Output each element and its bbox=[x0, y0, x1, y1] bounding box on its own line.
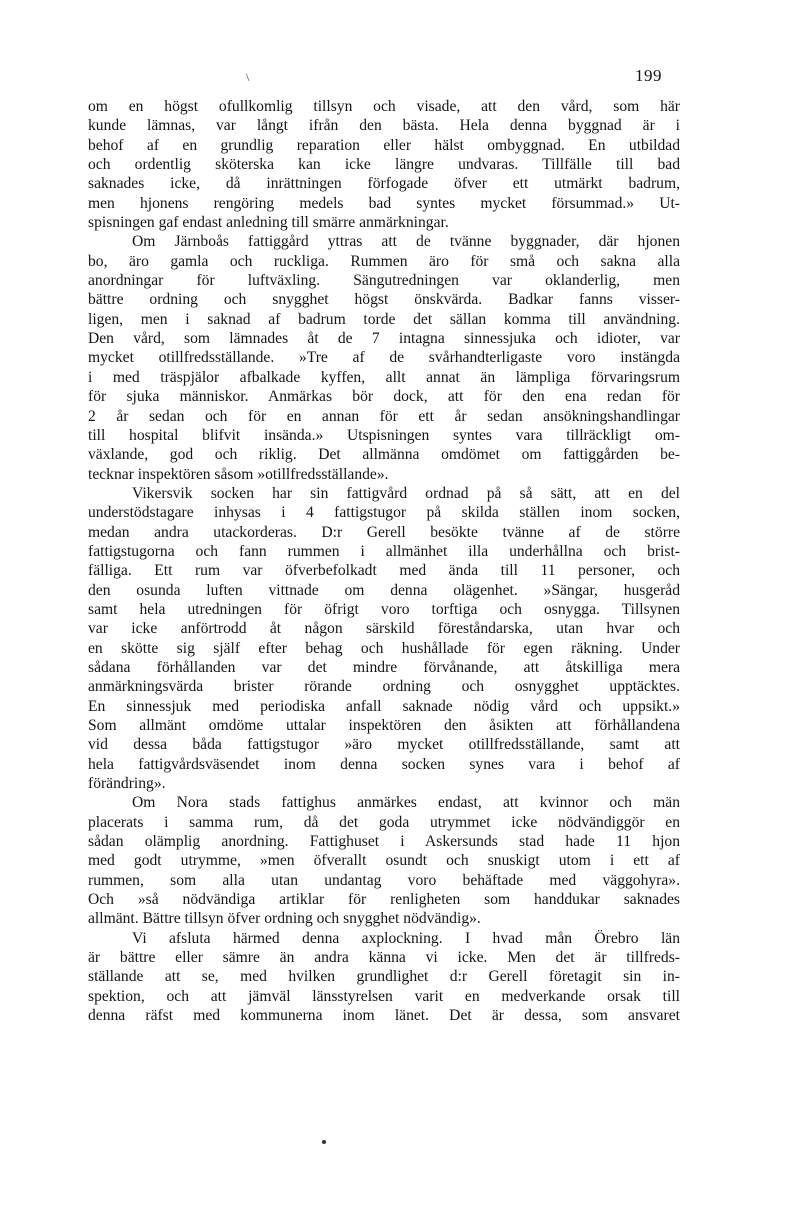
text-line: fattigstugorna och fann rummen i allmänhet illa underhållna och brist- bbox=[88, 542, 680, 560]
text-line: i med träspjälor afbalkade kyffen, allt annat än lämpliga förvaringsrum bbox=[88, 368, 680, 386]
text-line: fälliga. Ett rum var öfverbefolkadt med ända till 11 personer, och bbox=[88, 562, 680, 580]
text-line: Vikersvik socken har sin fattigvård ordnad på så sätt, att en del bbox=[132, 484, 680, 502]
text-line: till hospital blifvit insända.» Utspisningen syntes vara tillräckligt om- bbox=[88, 426, 680, 444]
text-line: Vi afsluta härmed denna axplockning. I hvad mån Örebro län bbox=[132, 929, 680, 947]
text-line: bo, äro gamla och ruckliga. Rummen äro för små och sakna alla bbox=[88, 252, 680, 270]
text-line: en skötte sig själf efter behag och hushållade för egen räkning. Under bbox=[88, 639, 680, 657]
text-line: rummen, som alla utan undantag voro behäftade med väggohyra». bbox=[88, 871, 680, 889]
text-line: allmänt. Bättre tillsyn öfver ordning och snygghet nödvändig». bbox=[88, 910, 481, 928]
text-line: anmärkningsvärda brister rörande ordning och osnygghet upptäcktes. bbox=[88, 678, 680, 696]
text-line: understödstagare inhysas i 4 fattigstugor på skilda ställen inom socken, bbox=[88, 504, 680, 522]
text-line: och ordentlig sköterska kan icke längre undvaras. Tillfälle till bad bbox=[88, 156, 680, 174]
text-line: den osunda luften vittnade om denna olägenhet. »Sängar, husgeråd bbox=[88, 581, 680, 599]
text-line: med godt utrymme, »men öfverallt osundt och snuskigt utom i ett af bbox=[88, 852, 680, 870]
text-line: En sinnessjuk med periodiska anfall saknade nödig vård och uppsikt.» bbox=[88, 697, 680, 715]
text-line: är bättre eller sämre än andra känna vi icke. Men det är tillfreds- bbox=[88, 949, 680, 967]
text-line: Och »så nödvändiga artiklar för renligheten som handdukar saknades bbox=[88, 891, 680, 909]
text-line: ligen, men i saknad af badrum torde det sällan komma till användning. bbox=[88, 310, 680, 328]
text-line: saknades icke, då inrättningen förfogade öfver ett utmärkt badrum, bbox=[88, 175, 680, 193]
text-line: men hjonens rengöring medels bad syntes mycket försummad.» Ut- bbox=[88, 194, 680, 212]
text-line: mycket otillfredsställande. »Tre af de svårhandterligaste voro instängda bbox=[88, 349, 680, 367]
text-line: för sjuka människor. Anmärkas bör dock, att för den ena redan för bbox=[88, 388, 680, 406]
text-line: Om Nora stads fattighus anmärkes endast, att kvinnor och män bbox=[132, 794, 680, 812]
text-line: tecknar inspektören såsom »otillfredsställande». bbox=[88, 465, 389, 483]
text-line: växlande, god och riklig. Det allmänna omdömet om fattiggården be- bbox=[88, 446, 680, 464]
text-line: vid dessa båda fattigstugor »äro mycket otillfredsställande, samt att bbox=[88, 736, 680, 754]
text-line: anordningar för luftväxling. Sängutredningen var oklanderlig, men bbox=[88, 272, 680, 290]
text-line: denna räfst med kommunerna inom länet. Det är dessa, som ansvaret bbox=[88, 1007, 680, 1025]
ink-dot bbox=[322, 1140, 326, 1144]
text-line: hela fattigvårdsväsendet inom denna socken synes vara i behof af bbox=[88, 755, 680, 773]
text-line: placerats i samma rum, då det goda utrymmet icke nödvändiggör en bbox=[88, 813, 680, 831]
text-line: sådan olämplig anordning. Fattighuset i Askersunds stad hade 11 hjon bbox=[88, 833, 680, 851]
text-line: bättre ordning och snygghet högst önskvärda. Badkar fanns visser- bbox=[88, 291, 680, 309]
text-line: Som allmänt omdöme uttalar inspektören den åsikten att förhållandena bbox=[88, 717, 680, 734]
text-line: samt hela utredningen för öfrigt voro torftiga och osnygga. Tillsynen bbox=[88, 600, 680, 618]
text-line: Om Järnboås fattiggård yttras att de tvänne byggnader, där hjonen bbox=[132, 233, 680, 251]
text-line: kunde lämnas, var långt ifrån den bästa. Hela denna byggnad är i bbox=[88, 117, 680, 135]
printer-tick-mark: \ bbox=[246, 70, 250, 84]
text-line: medan andra utackorderas. D:r Gerell besökte tvänne af de större bbox=[88, 523, 680, 541]
text-line: spektion, och att jämväl länsstyrelsen varit en medverkande orsak till bbox=[88, 987, 680, 1005]
text-line: förändring». bbox=[88, 775, 166, 793]
text-line: sådana förhållanden var det mindre förvånande, att åtskilliga mera bbox=[88, 658, 680, 676]
text-line: Den vård, som lämnades åt de 7 intagna sinnessjuka och idioter, var bbox=[88, 330, 680, 348]
text-line: spisningen gaf endast anledning till smärre anmärkningar. bbox=[88, 214, 449, 232]
text-line: om en högst ofullkomlig tillsyn och visade, att den vård, som här bbox=[88, 98, 680, 115]
text-line: ställande att se, med hvilken grundlighet d:r Gerell företagit sin in- bbox=[88, 968, 680, 986]
text-line: var icke anförtrodd åt någon särskild föreståndarska, utan hvar och bbox=[88, 620, 680, 638]
text-line: 2 år sedan och för en annan för ett år sedan ansökningshandlingar bbox=[88, 407, 680, 425]
page-number: 199 bbox=[635, 66, 662, 85]
text-line: behof af en grundlig reparation eller hälst ombyggnad. En utbildad bbox=[88, 136, 680, 154]
body-text bbox=[88, 97, 680, 1026]
